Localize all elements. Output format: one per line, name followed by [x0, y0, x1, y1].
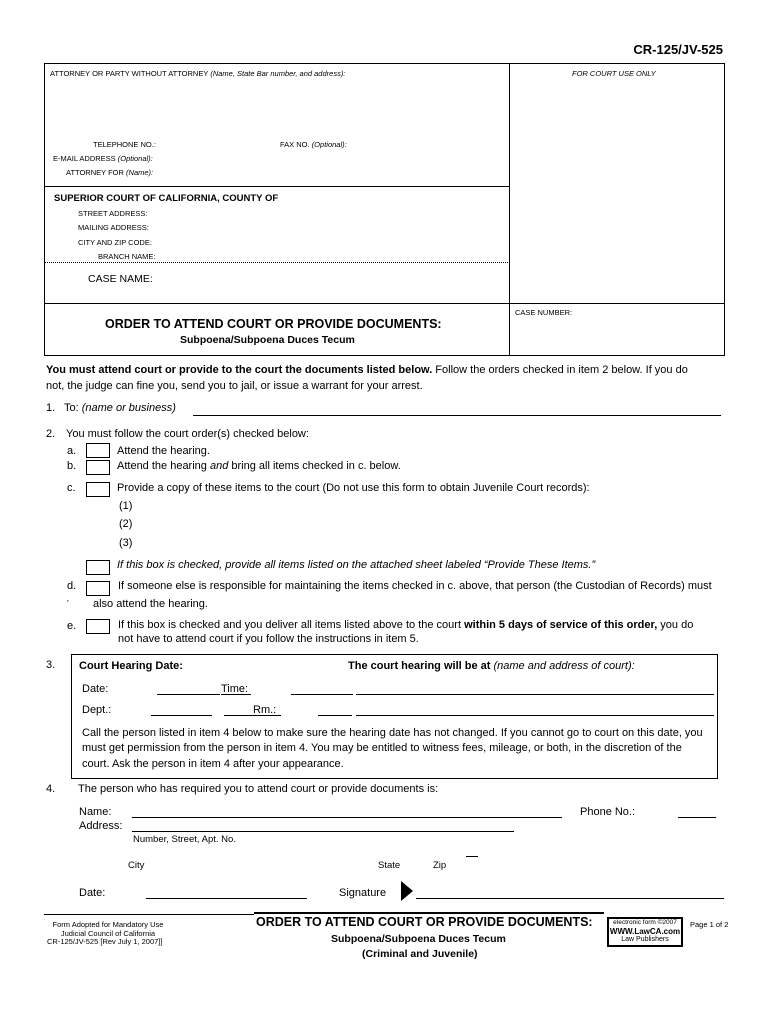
item2a-text: Attend the hearing.	[117, 445, 210, 457]
footer-title: ORDER TO ATTEND COURT OR PROVIDE DOCUMENTS:	[256, 915, 593, 929]
email-label: E-MAIL ADDRESS (Optional):	[53, 154, 153, 163]
sign-date-label: Date:	[79, 887, 106, 899]
rm-line[interactable]	[318, 715, 352, 716]
checkbox-2b[interactable]	[86, 460, 110, 475]
case-number-label: CASE NUMBER:	[515, 308, 573, 317]
item2c-3: (3)	[119, 537, 133, 549]
case-name-label: CASE NAME:	[88, 273, 153, 285]
hearing-date-label: Court Hearing Date:	[79, 660, 183, 672]
fax-label: FAX NO. (Optional):	[280, 140, 347, 149]
mailing-label: MAILING ADDRESS:	[78, 223, 149, 232]
intro-line-2: not, the judge can fine you, send you to jail, or issue a warrant for your arrest.	[46, 380, 423, 392]
item1-num: 1.	[46, 402, 56, 414]
item2d-letter: d.	[67, 580, 77, 592]
footer-subtitle: Subpoena/Subpoena Duces Tecum	[331, 933, 506, 945]
item2e-line-2: not have to attend court if you follow the instructions in item 5.	[118, 633, 419, 645]
state-label: State	[378, 860, 401, 871]
item2a-letter: a.	[67, 445, 77, 457]
signature-arrow-icon	[400, 880, 414, 902]
attached-text: If this box is checked, provide all items listed on the attached sheet labeled “Provide These Items.”	[117, 559, 596, 571]
time-label: Time:	[221, 683, 249, 695]
footer-sub2: (Criminal and Juvenile)	[362, 948, 478, 960]
page-number: Page 1 of 2	[690, 920, 729, 929]
checkbox-2e[interactable]	[86, 619, 110, 634]
telephone-label: TELEPHONE NO.:	[93, 140, 156, 149]
item2c-2: (2)	[119, 518, 133, 530]
item1-name-line[interactable]	[193, 415, 721, 416]
item4-text: The person who has required you to attend court or provide documents is:	[78, 783, 439, 795]
footer-adopted: Form Adopted for Mandatory Use Judicial Council of California	[52, 920, 164, 938]
hearing-time-line[interactable]	[291, 694, 353, 695]
item4-num: 4.	[46, 783, 56, 795]
publisher-url: WWW.LawCA.com	[609, 926, 681, 936]
attorney-for-label: ATTORNEY FOR (Name):	[66, 168, 154, 177]
intro-line-1: You must attend court or provide to the court the documents listed below. Follow the orders checked in item 2 below. If you do	[46, 364, 688, 376]
checkbox-attached[interactable]	[86, 560, 110, 575]
footer-rev: CR-125/JV-525 [Rev July 1, 2007]]	[47, 937, 163, 946]
item2b-text: Attend the hearing and bring all items checked in c. below.	[117, 460, 401, 472]
sign-date-line[interactable]	[146, 898, 307, 899]
hearing-location-label: The court hearing will be at (name and address of court):	[348, 660, 635, 672]
item2d-line-2: also attend the hearing.	[93, 598, 208, 610]
zip-label: Zip	[433, 860, 447, 871]
item2c-text: Provide a copy of these items to the court (Do not use this form to obtain Juvenile Court records):	[117, 482, 590, 494]
checkbox-2a[interactable]	[86, 443, 110, 458]
item2e-letter: e.	[67, 620, 77, 632]
phone-label: Phone No.:	[580, 806, 636, 818]
hearing-date-line[interactable]	[157, 694, 220, 695]
street-label: STREET ADDRESS:	[78, 209, 148, 218]
dept-label: Dept.:	[82, 704, 112, 716]
publisher-name: Law Publishers	[621, 936, 669, 943]
phone-line[interactable]	[678, 817, 716, 818]
signature-line[interactable]	[416, 898, 724, 899]
date-label: Date:	[82, 683, 109, 695]
item2b-letter: b.	[67, 460, 77, 472]
call-line-1: Call the person listed in item 4 below to make sure the hearing date has not changed. If you cannot go to court on this date, you	[82, 727, 703, 739]
item1-label: To: (name or business)	[64, 402, 176, 414]
call-line-3: court. Ask the person in item 4 after your appearance.	[82, 758, 344, 770]
checkbox-2c[interactable]	[86, 482, 110, 497]
item2d-bullet: ·	[66, 595, 70, 607]
attorney-label: ATTORNEY OR PARTY WITHOUT ATTORNEY (Name, State Bar number, and address):	[50, 69, 346, 78]
form-title: ORDER TO ATTEND COURT OR PROVIDE DOCUMENTS:	[105, 317, 442, 331]
checkbox-2d[interactable]	[86, 581, 110, 596]
item2c-letter: c.	[67, 482, 76, 494]
dept-line[interactable]	[151, 715, 212, 716]
court-address-line-2[interactable]	[356, 715, 714, 716]
item2-num: 2.	[46, 428, 56, 440]
name-label: Name:	[79, 806, 112, 818]
item2e-line-1: If this box is checked and you deliver all items listed above to the court within 5 days of service of this order, you do	[118, 619, 694, 631]
item3-num: 3.	[46, 659, 56, 671]
form-id: CR-125/JV-525	[633, 42, 723, 57]
city-zip-label: CITY AND ZIP CODE:	[78, 238, 152, 247]
item2-text: You must follow the court order(s) checked below:	[66, 428, 309, 440]
court-use-label: FOR COURT USE ONLY	[572, 69, 656, 78]
publisher-badge	[607, 917, 683, 947]
publisher-copyright: electronic form ©2007	[613, 919, 677, 926]
number-street-label: Number, Street, Apt. No.	[133, 834, 236, 845]
address-label: Address:	[79, 820, 123, 832]
item2d-line-1: If someone else is responsible for maintaining the items checked in c. above, that person (the Custodian of Records) must	[118, 580, 712, 592]
form-subtitle: Subpoena/Subpoena Duces Tecum	[180, 334, 355, 346]
court-address-line-1[interactable]	[356, 694, 714, 695]
rm-label: Rm.:	[253, 704, 277, 716]
court-title: SUPERIOR COURT OF CALIFORNIA, COUNTY OF	[54, 193, 279, 204]
name-line[interactable]	[132, 817, 562, 818]
item2c-1: (1)	[119, 500, 133, 512]
branch-label: BRANCH NAME:	[98, 252, 156, 261]
address-line[interactable]	[132, 831, 514, 832]
signature-label: Signature	[339, 887, 387, 899]
city-label: City	[128, 860, 145, 871]
call-line-2: must get permission from the person in item 4. You may be entitled to witness fees, mileage, or both, in the discretion of the	[82, 742, 682, 754]
